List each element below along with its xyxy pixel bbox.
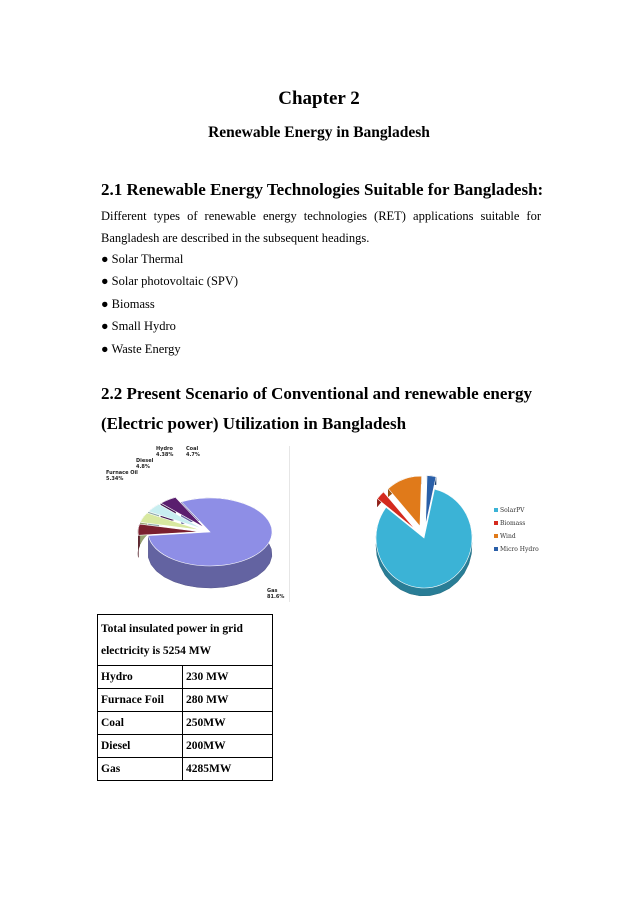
bullet-item: ● Waste Energy	[101, 342, 181, 356]
section-paragraph-line-1: Different types of renewable energy technologies (RET) applications suitable for	[101, 209, 541, 223]
legend-swatch	[494, 521, 498, 525]
table-row	[98, 689, 273, 712]
table-header-row	[98, 615, 273, 666]
table-cell-source: Furnace Foil	[98, 689, 183, 712]
renewable-energy-pie-chart	[362, 468, 562, 598]
chapter-title: Chapter 2	[278, 88, 360, 109]
table-cell-power: 200MW	[183, 735, 273, 758]
table-cell-power: 280 MW	[183, 689, 273, 712]
table-header-cell: Total insulated power in grid electricity is 5254 MW	[98, 615, 273, 666]
table-cell-power: 250MW	[183, 712, 273, 735]
section-heading-2-2-line-2: (Electric power) Utilization in Bangladesh	[101, 414, 407, 433]
conventional-power-pie-chart	[92, 444, 292, 604]
bullet-item: ● Small Hydro	[101, 319, 176, 333]
table-cell-source: Diesel	[98, 735, 183, 758]
table-row	[98, 712, 273, 735]
table-cell-source: Hydro	[98, 666, 183, 689]
legend-label: Biomass	[500, 520, 526, 527]
power-capacity-table	[97, 614, 273, 781]
pie-slice-label: Gas 81.6%	[267, 588, 285, 600]
table-row	[98, 735, 273, 758]
chapter-subtitle: Renewable Energy in Bangladesh	[208, 124, 430, 141]
pie-slice-label: Coal 4.7%	[186, 446, 200, 458]
table-cell-power: 4285MW	[183, 758, 273, 781]
legend-swatch	[494, 547, 498, 551]
legend-swatch	[494, 534, 498, 538]
table-cell-power: 230 MW	[183, 666, 273, 689]
pie-slice-label: Diesel 4.8%	[136, 458, 154, 470]
section-paragraph-line-2: Bangladesh are described in the subsequent headings.	[101, 231, 370, 245]
legend-swatch	[494, 508, 498, 512]
bullet-item: ● Biomass	[101, 297, 155, 311]
chart-divider-line	[289, 446, 290, 602]
table-cell-source: Gas	[98, 758, 183, 781]
bullet-item: ● Solar Thermal	[101, 252, 184, 266]
section-heading-2-1: 2.1 Renewable Energy Technologies Suitable for Bangladesh:	[101, 180, 544, 199]
legend-label: SolarPV	[500, 507, 525, 514]
bullet-item: ● Solar photovoltaic (SPV)	[101, 274, 239, 288]
table-cell-source: Coal	[98, 712, 183, 735]
legend-label: Wind	[500, 533, 516, 540]
pie-slice-label: Furnace Oil 5.34%	[106, 470, 138, 482]
pie-slice-label: Hydro 4.38%	[156, 446, 174, 458]
table-row	[98, 758, 273, 781]
table-row	[98, 666, 273, 689]
section-heading-2-2-line-1: 2.2 Present Scenario of Conventional and renewable energy	[101, 384, 532, 403]
legend-label: Micro Hydro	[500, 546, 539, 553]
